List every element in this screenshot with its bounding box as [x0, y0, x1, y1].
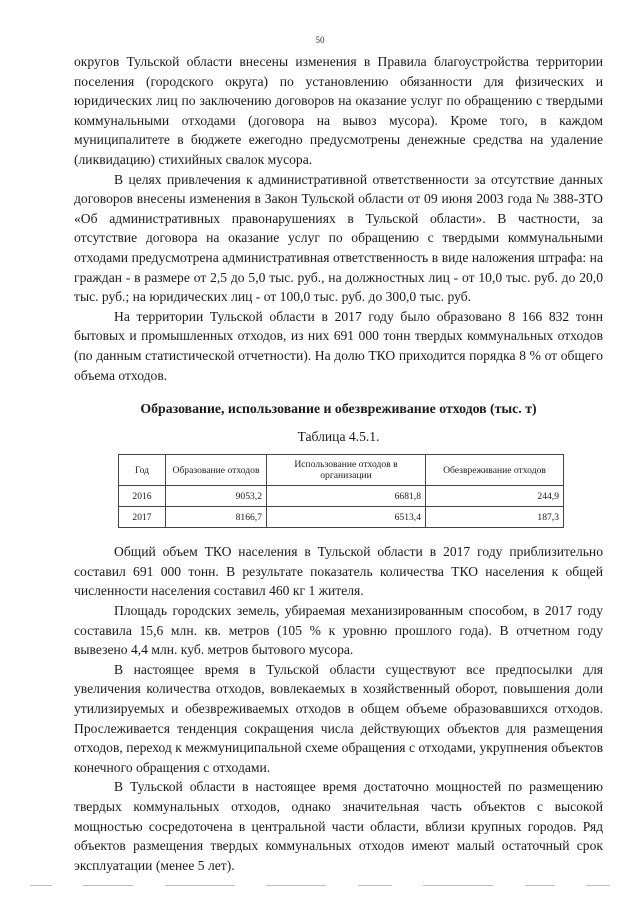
- paragraph-prerequisites: В настоящее время в Тульской области существуют все предпосылки для увеличения количества отходов, вовлекаемых в хозяйственный оборот, повышения доли утилизируемых и обезвреживаемых отходов в общем объеме образовавшихся отходов. Прослеживается тенденция сокращения числа действующих объектов для размещения отходов, переход к межмуниципальной схеме обращения с отходами, укрупнения объектов конечного обращения с отходами.: [74, 661, 603, 775]
- paragraph-regulations: округов Тульской области внесены изменения в Правила благоустройства территории поселения (городского округа) по установлению обязанности для физических и юридических лиц по заключению договоров на оказание услуг по обращению с твердыми коммунальными отходами (договора на вывоз мусора). Кроме того, в каждом муниципалитете в бюджете ежегодно предусмотрены денежные средства на удаление (ликвидацию) стихийных свалок мусора.: [74, 54, 603, 167]
- cell-neutralization: 187,3: [426, 507, 564, 528]
- paragraph-administrative-liability: В целях привлечения к административной ответственности за отсутствие данных договоров внесены изменения в Закон Тульской области от 09 июня 2003 года № 388-ЗТО «Об административных правонарушениях в Тульской области». В частности, за отсутствие договора на оказание услуг по обращению с твердыми коммунальными отходами предусмотрена административная ответственность в виде наложения штрафа: на граждан - в размере от 2,5 до 5,0 тыс. руб., на должностных лиц - от 10,0 тыс. руб. до 20,0 тыс. руб.; на юридических лиц - от 100,0 тыс. руб. до 300,0 тыс. руб.: [74, 171, 603, 305]
- table-caption: Таблица 4.5.1.: [297, 428, 380, 444]
- header-neutralization: Обезвреживание отходов: [426, 455, 564, 486]
- document-body: [74, 52, 603, 875]
- cell-usage: 6513,4: [267, 507, 426, 528]
- scan-edge-marks: [30, 885, 610, 887]
- section-title: Образование, использование и обезвреживание отходов (тыс. т): [140, 401, 537, 417]
- cell-generation: 8166,7: [166, 507, 267, 528]
- cell-year: 2016: [119, 486, 166, 507]
- paragraph-waste-volume: На территории Тульской области в 2017 году было образовано 8 166 832 тонн бытовых и промышленных отходов, из них 691 000 тонн твердых коммунальных отходов (по данным статистической отчетности). На долю ТКО приходится порядка 8 % от общего объема отходов.: [74, 308, 603, 383]
- table-row: [119, 486, 564, 507]
- paragraph-city-area: Площадь городских земель, убираемая механизированным способом, в 2017 году составила 15,6 млн. кв. метров (105 % к уровню прошлого года). В отчетном году вывезено 4,4 млн. куб. метров бытового мусора.: [74, 603, 603, 658]
- header-usage: Использование отходов в организации: [267, 455, 426, 486]
- table-header-row: [119, 455, 564, 486]
- cell-neutralization: 244,9: [426, 486, 564, 507]
- waste-table: [118, 454, 564, 528]
- paragraph-capacity: В Тульской области в настоящее время достаточно мощностей по размещению твердых коммунальных отходов, однако значительная часть объектов с высокой мощностью сосредоточена в центральной части области, вблизи крупных городов. Ряд объектов размещения твердых коммунальных отходов имеют малый остаточный срок эксплуатации (менее 5 лет).: [74, 779, 603, 873]
- cell-usage: 6681,8: [267, 486, 426, 507]
- header-generation: Образование отходов: [166, 455, 267, 486]
- page-number: 50: [315, 35, 325, 45]
- table-row: [119, 507, 564, 528]
- cell-generation: 9053,2: [166, 486, 267, 507]
- header-year: Год: [119, 455, 166, 486]
- cell-year: 2017: [119, 507, 166, 528]
- paragraph-tko-population: Общий объем ТКО населения в Тульской области в 2017 году приблизительно составил 691 000 тонн. В результате показатель количества ТКО населения к общей численности населения составил 460 кг 1 жителя.: [74, 544, 603, 599]
